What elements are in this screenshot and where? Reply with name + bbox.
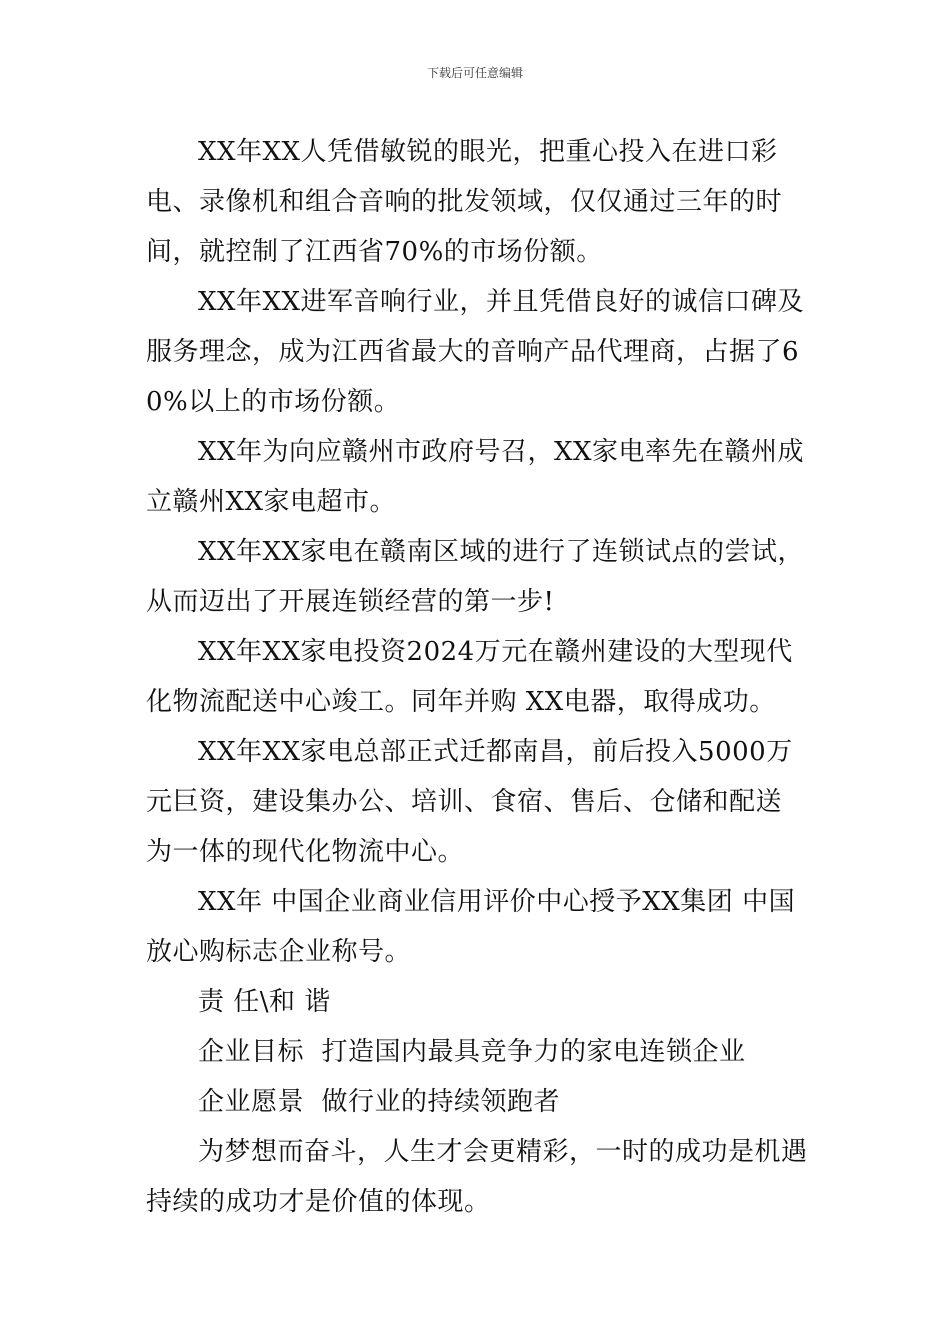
paragraph-values: 责 任\和 谐	[198, 987, 331, 1017]
paragraph-enterprise-goal: 企业目标 打造国内最具竞争力的家电连锁企业	[198, 1037, 746, 1067]
paragraph-2: XX年XX进军音响行业，并且凭借良好的诚信口碑及服务理念，成为江西省最大的音响产品代理商，占据了60%以上的市场份额。	[146, 287, 805, 417]
paragraph-5: XX年XX家电投资2024万元在赣州建设的大型现代化物流配送中心竣工。同年并购 XX电器，取得成功。	[146, 637, 793, 717]
paragraph-6: XX年XX家电总部正式迁都南昌，前后投入5000万元巨资，建设集办公、培训、食宿、售后、仓储和配送为一体的现代化物流中心。	[146, 737, 793, 867]
paragraph-1: XX年XX人凭借敏锐的眼光，把重心投入在进口彩电、录像机和组合音响的批发领域，仅仅通过三年的时间，就控制了江西省70%的市场份额。	[146, 137, 783, 267]
paragraph-3: XX年为向应赣州市政府号召，XX家电率先在赣州成立赣州XX家电超市。	[146, 437, 805, 517]
paragraph-4: XX年XX家电在赣南区域的进行了连锁试点的尝试，从而迈出了开展连锁经营的第一步!	[146, 537, 805, 617]
document-body	[146, 127, 808, 1227]
page-header-note: 下载后可任意编辑	[426, 66, 523, 80]
paragraph-7: XX年 中国企业商业信用评价中心授予XX集团 中国放心购标志企业称号。	[146, 887, 796, 967]
paragraph-closing: 为梦想而奋斗，人生才会更精彩，一时的成功是机遇持续的成功才是价值的体现。	[146, 1137, 808, 1217]
paragraph-enterprise-vision: 企业愿景 做行业的持续领跑者	[198, 1087, 561, 1117]
